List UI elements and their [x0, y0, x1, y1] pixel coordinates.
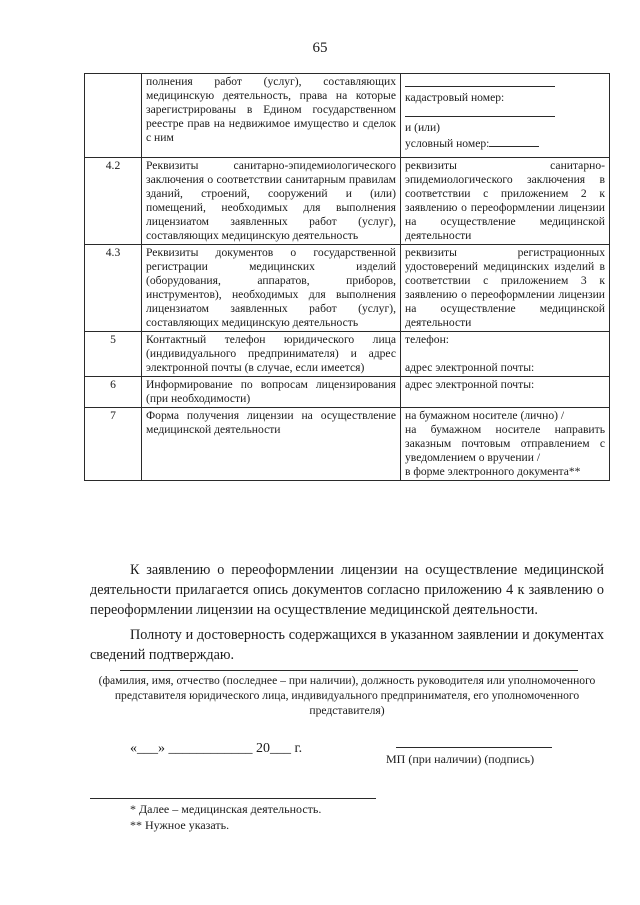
page-number: 65 — [312, 40, 328, 56]
row-description: Форма получения лицензии на осуществление медицинской деятельности — [142, 408, 401, 481]
row-description: Информирование по вопросам лицензирования (при необходимости) — [142, 377, 401, 408]
email-label: адрес электронной почты: — [405, 361, 535, 374]
row-value — [401, 332, 610, 377]
table-row — [85, 377, 610, 408]
table-row — [85, 332, 610, 377]
conditional-number-label: условный номер: — [405, 137, 490, 150]
row-value — [401, 408, 610, 481]
confirmation-paragraph: Полноту и достоверность содержащихся в указанном заявлении и документах сведений подтверждаю. — [90, 627, 604, 663]
cadastral-number-label: кадастровый номер: — [405, 91, 505, 104]
row-number: 4.2 — [85, 158, 142, 245]
footnote: ** Нужное указать. — [130, 818, 230, 832]
row-value — [401, 74, 610, 158]
signature-caption: (фамилия, имя, отчество (последнее – при наличии), должность руководителя или уполномоченного представителя юридического лица, индивидуального предпринимателя, его уполномоченного представителя) — [98, 674, 596, 717]
attachment-paragraph: К заявлению о переоформлении лицензии на осуществление медицинской деятельности прилагается опись документов согласно приложению 4 к заявлению о переоформлении лицензии на осуществление медицинской деятельности. — [90, 562, 604, 618]
application-table — [84, 73, 610, 481]
row-number: 5 — [85, 332, 142, 377]
date-line: «___» ____________ 20___ г. — [130, 741, 303, 756]
table-row — [85, 408, 610, 481]
row-number: 4.3 — [85, 245, 142, 332]
row-number: 6 — [85, 377, 142, 408]
row-value: реквизиты регистрационных удостоверений медицинских изделий в соответствии с приложением 3 к заявлению о переоформлении лицензии на осуществление медицинской деятельности — [401, 245, 610, 332]
row-description: Реквизиты документов о государственной регистрации медицинских изделий (оборудования, аппаратов, приборов, инструментов), необходимых для выполнения лицензиатом заявленных работ (услуг), составляющих медицинскую деятельность — [142, 245, 401, 332]
row-number: 7 — [85, 408, 142, 481]
row-description: Контактный телефон юридического лица (индивидуального предпринимателя) и адрес электронной почты (в случае, если имеется) — [142, 332, 401, 377]
row-number — [85, 74, 142, 158]
row-description: полнения работ (услуг), составляющих медицинскую деятельность, права на которые зарегистрированы в Едином государственном реестре прав на недвижимое имущество и сделок с ним — [142, 74, 401, 158]
phone-label: телефон: — [405, 333, 450, 346]
table-row — [85, 158, 610, 245]
receipt-option: на бумажном носителе направить заказным почтовым отправлением с уведомлением о вручении / — [405, 423, 605, 464]
blank-line — [405, 105, 555, 117]
table-row — [85, 245, 610, 332]
signature-line — [120, 670, 578, 671]
stamp-signature-caption: МП (при наличии) (подпись) — [386, 752, 535, 766]
footnote-divider — [90, 798, 376, 799]
footnote: * Далее – медицинская деятельность. — [130, 802, 322, 816]
table-row — [85, 74, 610, 158]
row-description: Реквизиты санитарно-эпидемиологического заключения о соответствии санитарным правилам зданий, строений, сооружений и (или) помещений, необходимых для выполнения лицензиатом заявленных работ (услуг), составляющих медицинскую деятельность — [142, 158, 401, 245]
blank-line — [489, 135, 539, 147]
stamp-signature-line — [396, 747, 552, 748]
row-value: реквизиты санитарно-эпидемиологического заключения в соответствии с приложением 2 к заявлению о переоформлении лицензии на осуществление медицинской деятельности — [401, 158, 610, 245]
blank-line — [405, 75, 555, 87]
and-or-label: и (или) — [405, 121, 441, 134]
receipt-option: в форме электронного документа** — [405, 465, 581, 478]
receipt-option: на бумажном носителе (лично) / — [405, 409, 565, 422]
row-value: адрес электронной почты: — [401, 377, 610, 408]
